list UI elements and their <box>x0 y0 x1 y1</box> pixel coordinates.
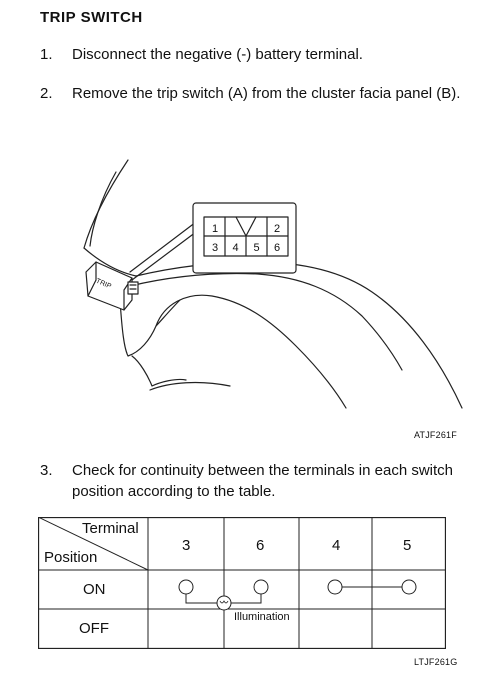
illumination-bulb-icon <box>217 596 231 610</box>
pin-5-label: 5 <box>253 242 260 254</box>
pin-4-label: 4 <box>232 242 239 254</box>
table-code: LTJF261G <box>414 657 458 667</box>
step-number: 2. <box>40 85 53 102</box>
step-text: Remove the trip switch (A) from the cluster facia panel (B). <box>72 85 461 102</box>
facia-curve <box>156 300 180 326</box>
row-off-label: OFF <box>79 620 109 637</box>
step-number: 1. <box>40 46 53 63</box>
terminal-5-header: 5 <box>403 537 412 554</box>
terminal-5-node <box>402 580 416 594</box>
terminal-6-header: 6 <box>256 537 265 554</box>
switch-label: TRIP <box>94 277 113 291</box>
header-terminal-label: Terminal <box>82 520 139 537</box>
pin-2-label: 2 <box>273 223 281 235</box>
step-number: 3. <box>40 462 53 479</box>
switch-connector <box>128 282 138 294</box>
row-on-label: ON <box>83 581 106 598</box>
pillar-line-outer <box>84 160 128 248</box>
step-text: Check for continuity between the terminals in each switch position according to the table. <box>72 462 454 500</box>
terminal-4-node <box>328 580 342 594</box>
pillar-line-inner <box>90 172 116 246</box>
pin-6-label: 6 <box>273 242 281 254</box>
facia-lower-line <box>150 383 230 390</box>
dash-edge-line <box>130 274 402 371</box>
pin-1-label: 1 <box>211 223 219 235</box>
section-title: TRIP SWITCH <box>40 9 143 26</box>
pin-3-label: 3 <box>211 242 219 254</box>
illumination-label: Illumination <box>234 611 290 623</box>
terminal-3-header: 3 <box>182 537 191 554</box>
facia-panel-outline <box>120 295 346 408</box>
callout-leader <box>132 232 196 280</box>
terminal-3-node <box>179 580 193 594</box>
step-text: Disconnect the negative (-) battery terminal. <box>72 46 363 63</box>
figure-code: ATJF261F <box>414 430 457 440</box>
facia-panel-inner <box>132 356 186 386</box>
header-position-label: Position <box>44 549 98 566</box>
terminal-4-header: 4 <box>332 537 341 554</box>
terminal-6-node <box>254 580 268 594</box>
